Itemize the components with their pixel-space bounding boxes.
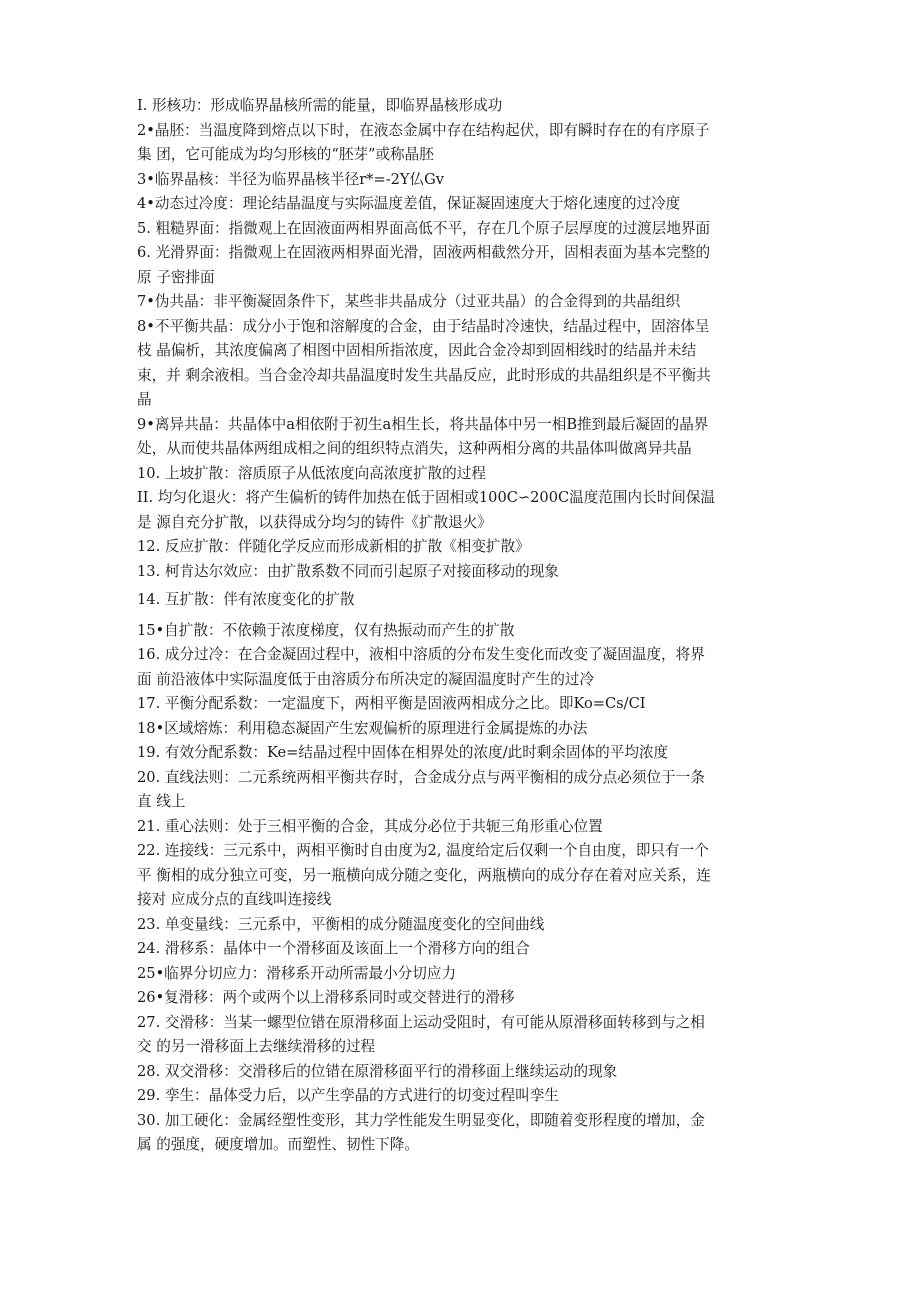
- term-entry-2: [137, 119, 785, 168]
- entry-line: I. 形核功：形成临界晶核所需的能量，即临界晶核形成功: [137, 97, 503, 114]
- term-entry-21: [137, 815, 785, 840]
- term-entry-27: [137, 1011, 785, 1060]
- entry-line: 交 的另一滑移面上去继续滑移的过程: [137, 1038, 376, 1055]
- entry-line: 12. 反应扩散：伴随化学反应而形成新相的扩散《相变扩散》: [137, 538, 530, 555]
- term-entry-9: [137, 413, 785, 462]
- entry-line: 2•晶胚：当温度降到熔点以下时，在液态金属中存在结构起伏，即有瞬时存在的有序原子: [137, 121, 710, 139]
- entry-line: 4•动态过冷度：理论结晶温度与实际温度差值，保证凝固速度大于熔化速度的过冷度: [137, 195, 681, 212]
- entry-line: 16. 成分过冷：在合金凝固过程中，液相中溶质的分布发生变化而改变了凝固温度，将界: [137, 646, 705, 663]
- term-entry-14: [137, 588, 785, 613]
- entry-line: 9•离异共晶：共晶体中a相依附于初生a相生长，将共晶体中另一相B推到最后凝固的晶界: [137, 415, 709, 433]
- entry-line: 5. 粗糙界面：指微观上在固液面两相界面高低不平，存在几个原子层厚度的过渡层地界面: [137, 219, 711, 237]
- term-entry-1: [137, 94, 785, 119]
- entry-line: 集 团，它可能成为均匀形核的“胚芽”或称晶胚: [137, 146, 434, 163]
- entry-line: 18•区域熔炼：利用稳态凝固产生宏观偏析的原理进行金属提炼的办法: [137, 719, 588, 737]
- term-entry-20: [137, 766, 785, 815]
- term-entry-6: [137, 241, 785, 290]
- term-entry-16: [137, 643, 785, 692]
- entry-line: II. 均匀化退火：将产生偏析的铸件加热在低于固相或100C∽200C温度范围内长时间保温: [137, 489, 716, 506]
- entry-line: 26•复滑移：两个或两个以上滑移系同时或交替进行的滑移: [137, 989, 515, 1006]
- term-entry-30: [137, 1109, 785, 1158]
- term-entry-11: [137, 486, 785, 535]
- entry-line: 是 源自充分扩散，以获得成分均匀的铸件《扩散退火》: [137, 513, 492, 531]
- entry-line: 6. 光滑界面：指微观上在固液两相界面光滑，固液两相截然分开，固相表面为基本完整的: [137, 244, 711, 261]
- term-entry-7: [137, 290, 785, 315]
- entry-line: 21. 重心法则：处于三相平衡的合金，其成分必位于共轭三角形重心位置: [137, 817, 603, 835]
- entry-line: 平 衡相的成分独立可变，另一瓶横向成分随之变化，两瓶横向的成分存在着对应关系，连: [137, 866, 711, 884]
- entry-line: 10. 上坡扩散：溶质原子从低浓度向高浓度扩散的过程: [137, 464, 486, 482]
- term-entry-22: [137, 839, 785, 913]
- term-entry-28: [137, 1060, 785, 1085]
- term-entry-13: [137, 560, 785, 585]
- entry-line: 30. 加工硬化：金属经塑性变形，其力学性能发生明显变化，即随着变形程度的增加，金: [137, 1111, 705, 1129]
- document-body: [137, 94, 785, 1158]
- entry-line: 原 子密排面: [137, 268, 215, 286]
- entry-line: 19. 有效分配系数：Ke=结晶过程中固体在相界处的浓度/此时剩余固体的平均浓度: [137, 744, 669, 761]
- entry-line: 属 的强度，硬度增加。而塑性、韧性下降。: [137, 1136, 419, 1153]
- term-entry-26: [137, 986, 785, 1011]
- entry-line: 接对 应成分点的直线叫连接线: [137, 891, 332, 908]
- term-entry-19: [137, 741, 785, 766]
- entry-line: 15•自扩散：不依赖于浓度梯度，仅有热振动而产生的扩散: [137, 621, 515, 639]
- entry-line: 29. 孪生：晶体受力后，以产生孪晶的方式进行的切变过程叫孪生: [137, 1087, 559, 1104]
- term-entry-15: [137, 619, 785, 644]
- entry-line: 3•临界晶核：半径为临界晶核半径r*=-2Y仏Gv: [137, 170, 445, 188]
- entry-line: 枝 晶偏析，其浓度偏离了相图中固相所指浓度，因此合金冷却到固相线时的结晶并未结: [137, 342, 697, 359]
- term-entry-25: [137, 962, 785, 987]
- term-entry-5: [137, 217, 785, 242]
- entry-line: 直 线上: [137, 793, 186, 810]
- entry-line: 25•临界分切应力：滑移系开动所需最小分切应力: [137, 964, 457, 982]
- entry-line: 22. 连接线：三元系中，两相平衡时自由度为2, 温度给定后仅剩一个自由度，即只有一个: [137, 842, 709, 859]
- entry-line: 处，从而使共晶体两组成相之间的组织特点消失，这种两相分离的共晶体叫做离异共晶: [137, 440, 692, 457]
- term-entry-10: [137, 462, 785, 487]
- entry-line: 面 前沿液体中实际温度低于由溶质分布所决定的凝固温度时产生的过冷: [137, 670, 595, 688]
- entry-line: 晶: [137, 391, 152, 408]
- entry-line: 束，并 剩余液相。当合金冷却共晶温度时发生共晶反应，此时形成的共晶组织是不平衡共: [137, 366, 711, 384]
- entry-line: 20. 直线法则：二元系统两相平衡共存时，合金成分点与两平衡相的成分点必须位于一条: [137, 768, 705, 786]
- entry-line: 8•不平衡共晶：成分小于饱和溶解度的合金，由于结晶时冷速快，结晶过程中，固溶体呈: [137, 317, 710, 335]
- entry-line: 7•伪共晶：非平衡凝固条件下，某些非共晶成分（过亚共晶）的合金得到的共晶组织: [137, 293, 681, 310]
- term-entry-23: [137, 913, 785, 938]
- term-entry-3: [137, 168, 785, 193]
- entry-line: 27. 交滑移：当某一螺型位错在原滑移面上运动受阻时，有可能从原滑移面转移到与之相: [137, 1013, 705, 1031]
- entry-line: 28. 双交滑移：交滑移后的位错在原滑移面平行的滑移面上继续运动的现象: [137, 1062, 618, 1080]
- entry-line: 17. 平衡分配系数：一定温度下，两相平衡是固液两相成分之比。即Ko=Cs/CI: [137, 695, 646, 712]
- term-entry-4: [137, 192, 785, 217]
- entry-line: 23. 单变量线：三元系中，平衡相的成分随温度变化的空间曲线: [137, 915, 545, 933]
- entry-line: 14. 互扩散：伴有浓度变化的扩散: [137, 591, 355, 608]
- entry-line: 13. 柯肯达尔效应：由扩散系数不同而引起原子对接面移动的现象: [137, 562, 559, 580]
- entry-line: 24. 滑移系：晶体中一个滑移面及该面上一个滑移方向的组合: [137, 940, 530, 957]
- term-entry-29: [137, 1084, 785, 1109]
- term-entry-12: [137, 535, 785, 560]
- term-entry-18: [137, 717, 785, 742]
- term-entry-8: [137, 315, 785, 413]
- term-entry-17: [137, 692, 785, 717]
- term-entry-24: [137, 937, 785, 962]
